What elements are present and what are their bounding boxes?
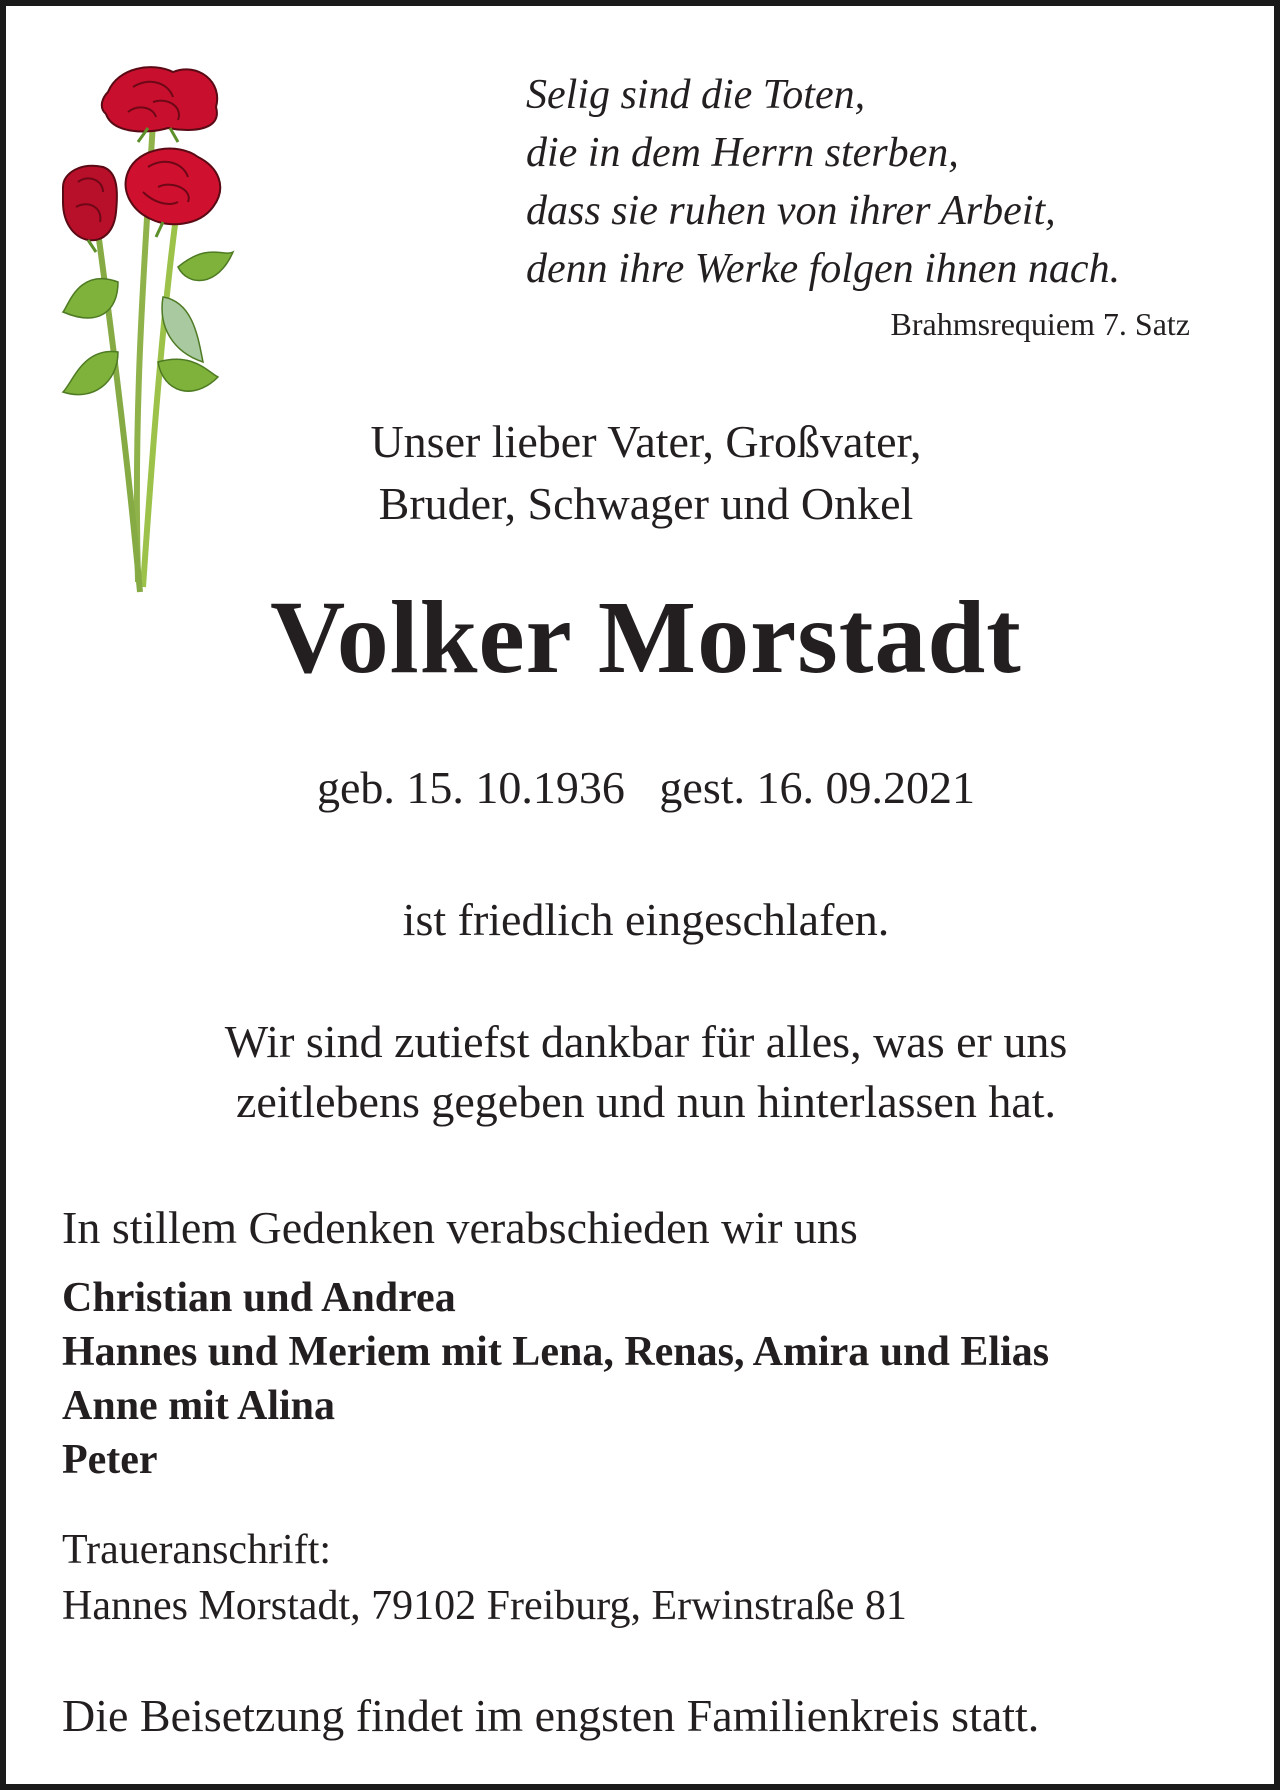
life-dates: geb. 15. 10.1936 gest. 16. 09.2021: [316, 762, 975, 813]
roses-illustration: [58, 62, 258, 602]
deceased-name: Volker Morstadt: [270, 580, 1022, 695]
quote-line: die in dem Herrn sterben,: [526, 130, 959, 176]
family-list: [62, 1271, 1049, 1487]
intro-line: Unser lieber Vater, Großvater,: [370, 416, 922, 467]
family-member: Anne mit Alina: [62, 1383, 336, 1429]
family-member: Christian und Andrea: [62, 1275, 456, 1321]
farewell-text: In stillem Gedenken verabschieden wir uns: [62, 1202, 858, 1253]
family-member: Hannes und Meriem mit Lena, Renas, Amira und Elias: [62, 1329, 1050, 1375]
quote-line: Selig sind die Toten,: [526, 72, 866, 118]
thanks-line: Wir sind zutiefst dankbar für alles, was er uns: [224, 1016, 1068, 1067]
quote-line: denn ihre Werke folgen ihnen nach.: [526, 246, 1121, 292]
mourning-address: [62, 1522, 907, 1634]
quote-line: dass sie ruhen von ihrer Arbeit,: [526, 188, 1056, 234]
bible-quote: [526, 66, 1226, 298]
thanks-line: zeitlebens gegeben und nun hinterlassen hat.: [235, 1076, 1057, 1127]
thanks-text: [6, 1012, 1280, 1132]
address-label: Traueranschrift:: [62, 1527, 332, 1573]
address-value: Hannes Morstadt, 79102 Freiburg, Erwinstraße 81: [62, 1583, 907, 1629]
funeral-note: Die Beisetzung findet im engsten Familienkreis statt.: [62, 1690, 1040, 1741]
passing-text: ist friedlich eingeschlafen.: [402, 894, 890, 945]
intro-text: [246, 411, 1046, 535]
intro-line: Bruder, Schwager und Onkel: [378, 478, 914, 529]
quote-source: Brahmsrequiem 7. Satz: [890, 306, 1190, 342]
family-member: Peter: [62, 1437, 158, 1483]
